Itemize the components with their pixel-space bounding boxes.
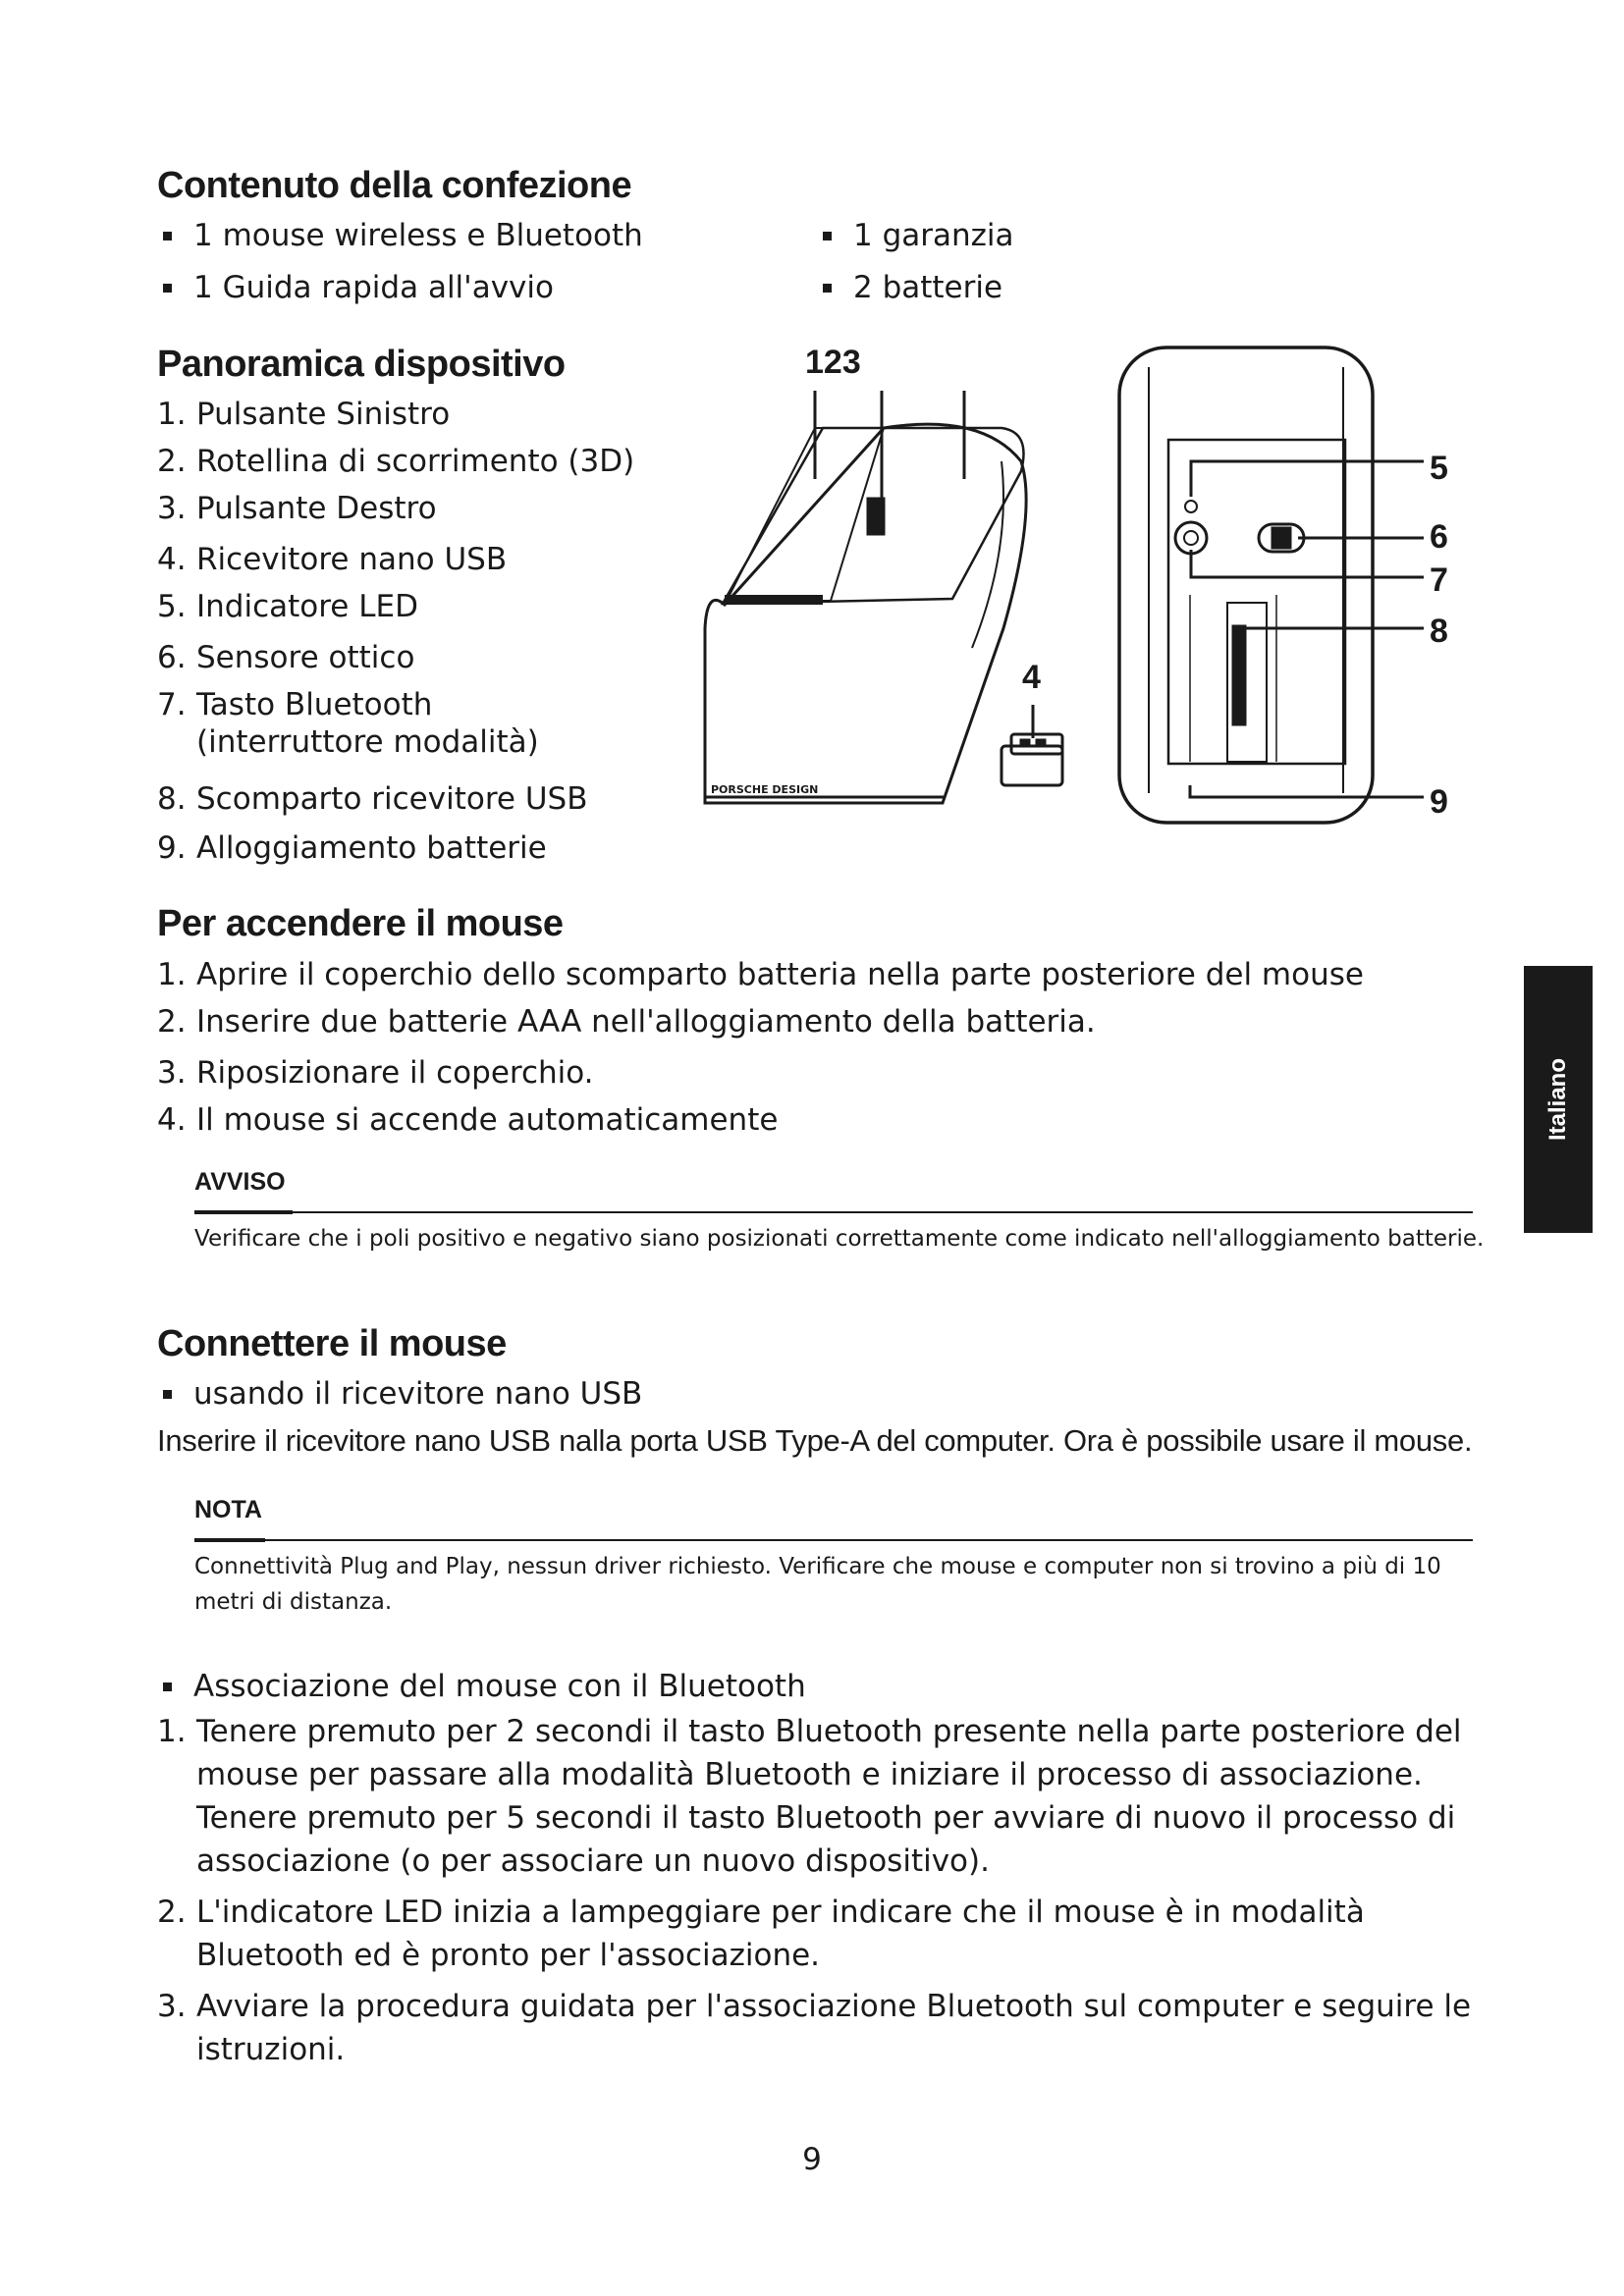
list-item: 8. Scomparto ricevitore USB: [157, 781, 588, 817]
list-item: 1. Pulsante Sinistro: [157, 397, 451, 432]
list-item: 2. L'indicatore LED inizia a lampeggiare per indicare che il mouse è in modalità Bluetooth ed è pronto per l'associazione.: [157, 1895, 1365, 1973]
list-item: 3. Riposizionare il coperchio.: [157, 1055, 594, 1091]
list-item: 2. Inserire due batterie AAA nell'alloggiamento della batteria.: [157, 1004, 1096, 1040]
list-item-text: 1 Guida rapida all'avvio: [193, 270, 554, 305]
bullet-icon: [163, 1682, 172, 1691]
page-number: 9: [802, 2142, 822, 2177]
list-item-text: 1 mouse wireless e Bluetooth: [193, 218, 643, 253]
callout-5: 5: [1430, 450, 1448, 487]
nano-usb-receiver-illustration: [1001, 705, 1062, 785]
language-tab: [1524, 966, 1593, 1233]
bluetooth-steps: [157, 1710, 1479, 2071]
brand-logo-text: PORSCHE DESIGN: [711, 783, 819, 796]
mouse-top-view-illustration: [705, 391, 1026, 803]
callout-7: 7: [1430, 561, 1448, 599]
bullet-icon: [163, 1390, 172, 1399]
section-title-overview: Panoramica dispositivo: [157, 344, 566, 385]
callout-4: 4: [1022, 659, 1041, 696]
section-title-power-on: Per accendere il mouse: [157, 903, 564, 944]
list-item-text: 1 garanzia: [853, 218, 1014, 253]
list-item: 7. Tasto Bluetooth (interruttore modalità): [157, 687, 539, 760]
list-item-text: usando il ricevitore nano USB: [193, 1376, 643, 1412]
list-item: 2. Rotellina di scorrimento (3D): [157, 444, 635, 479]
nota-title: NOTA: [194, 1496, 262, 1523]
nota-rule: [194, 1539, 1473, 1541]
notice-text: Verificare che i poli positivo e negativo siano posizionati correttamente come indicato nell'alloggiamento batterie.: [194, 1226, 1485, 1252]
list-item: [163, 1669, 806, 1704]
list-item: 4. Ricevitore nano USB: [157, 542, 508, 577]
list-item: 3. Pulsante Destro: [157, 491, 437, 526]
list-item: 6. Sensore ottico: [157, 640, 415, 675]
section-title-contents: Contenuto della confezione: [157, 165, 632, 206]
nota-text: Connettività Plug and Play, nessun driver richiesto. Verificare che mouse e computer non si trovino a più di 10 metri di distanza.: [194, 1554, 1441, 1615]
usb-instruction-text: Inserire il ricevitore nano USB nalla porta USB Type-A del computer. Ora è possibile usare il mouse.: [157, 1423, 1473, 1458]
list-item: 9. Alloggiamento batterie: [157, 830, 547, 866]
section-title-connect: Connettere il mouse: [157, 1323, 507, 1364]
language-tab-label: Italiano: [1544, 1057, 1571, 1142]
list-item: [163, 1376, 642, 1412]
list-item: 1. Tenere premuto per 2 secondi il tasto Bluetooth presente nella parte posteriore del mouse per passare alla modalità Bluetooth e iniziare il processo di associazione. Tenere premuto per 5 secondi il tasto Bluetooth per avviare di nuovo il processo di associazione (o per associare un nuovo dispositivo).: [157, 1714, 1462, 1879]
callout-9: 9: [1430, 783, 1448, 821]
notice-title: AVVISO: [194, 1168, 286, 1196]
callout-6: 6: [1430, 518, 1448, 556]
mouse-bottom-view-illustration: [1119, 347, 1424, 823]
callout-123: 123: [805, 344, 861, 381]
list-item-text: 2 batterie: [853, 270, 1003, 305]
list-item-text: Associazione del mouse con il Bluetooth: [193, 1669, 806, 1704]
power-on-steps: [157, 957, 1364, 1149]
list-item: 3. Avviare la procedura guidata per l'associazione Bluetooth sul computer e seguire le istruzioni.: [157, 1989, 1472, 2067]
callout-8: 8: [1430, 613, 1448, 650]
list-item: 5. Indicatore LED: [157, 589, 418, 624]
list-item: 1. Aprire il coperchio dello scomparto batteria nella parte posteriore del mouse: [157, 957, 1364, 992]
list-item: 4. Il mouse si accende automaticamente: [157, 1102, 779, 1138]
notice-rule: [194, 1211, 1473, 1213]
